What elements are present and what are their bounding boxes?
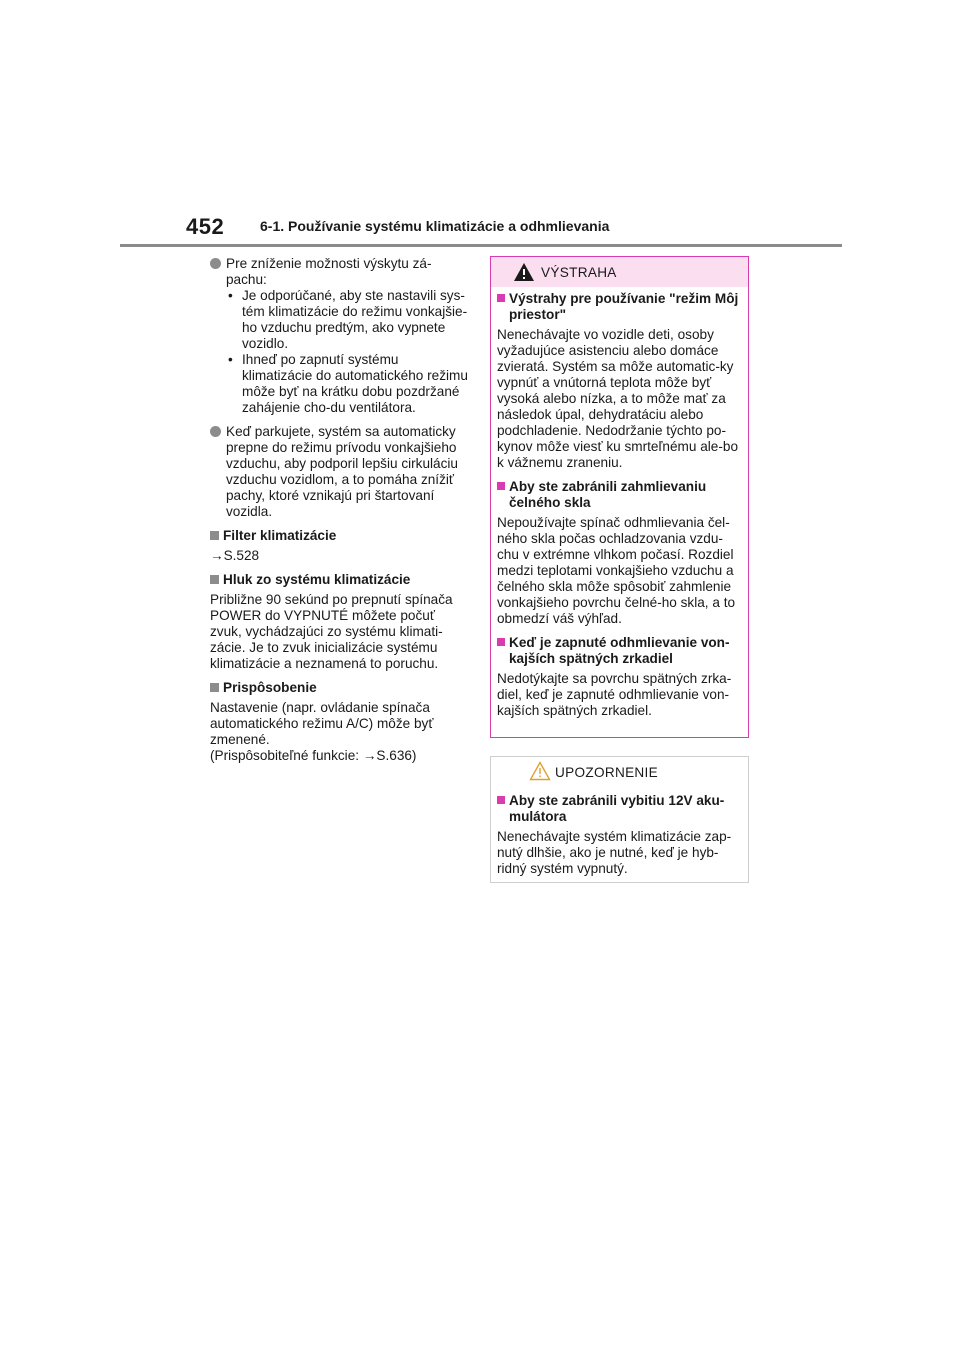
notice-body [491,787,748,877]
warning-box [490,256,749,738]
dot-bullet-icon: • [228,288,233,303]
tip-odor-item: • Je odporúčané, aby ste nastavili sys-tém klimatizácie do režimu vonkajšie-ho vzduchu predtým, ako vypnete vozidlo. [228,288,468,351]
square-bullet-icon [210,575,219,584]
square-bullet-icon [497,482,505,490]
square-bullet-icon [497,638,505,646]
tip-odor-item: • Ihneď po zapnutí systému klimatizácie do automatického režimu môže byť na krátku dobu pozdržané zahájenie cho-du ventilátora. [228,352,468,415]
square-bullet-icon [210,683,219,692]
warning-header [491,257,748,287]
square-bullet-icon [497,796,505,804]
left-column [210,256,470,764]
tip-odor-intro: Pre zníženie možnosti výskytu zá-pachu: [226,256,432,287]
customization-text: Nastavenie (napr. ovládanie spínača automatického režimu A/C) môže byť zmenené. [210,700,434,747]
noise-text: Približne 90 sekúnd po prepnutí spínača POWER do VYPNUTÉ môžete počuť zvuk, vychádzajúci zo systému klimati-zácie. Je to zvuk inicializácie systému klimatizácie a neznamená to poruchu. [210,592,453,671]
tip-odor [210,256,470,416]
circle-bullet-icon [210,426,221,437]
filter-page-ref[interactable]: →S.528 [210,548,260,563]
header-rule [120,244,842,247]
tip-parking: Keď parkujete, systém sa automaticky prepne do režimu prívodu vonkajšieho vzduchu, aby podporil lepšiu cirkuláciu vzduchu vozidlom, a to pomáha znížiť pachy, ktoré vznikajú pri štartovaní vozidla. [210,424,470,520]
warning-heading: Keď je zapnuté odhmlievanie von-kajších spätných zrkadiel [497,635,744,667]
warning-body [491,287,748,719]
square-bullet-icon [497,294,505,302]
heading-customization: Prispôsobenie [210,680,470,696]
square-bullet-icon [210,531,219,540]
warning-title: VÝSTRAHA [541,265,617,280]
page-header [0,0,960,250]
page-number: 452 [186,214,225,239]
section-title: 6-1. Používanie systému klimatizácie a odhmlievania [260,218,610,234]
customization-page-ref[interactable]: (Prispôsobiteľné funkcie: →S.636) [210,748,417,763]
heading-filter: Filter klimatizácie [210,528,470,544]
warning-heading: Aby ste zabránili zahmlievaniu čelného skla [497,479,744,511]
warning-text: Nedotýkajte sa povrchu spätných zrka-diel, keď je zapnuté odhmlievanie von-kajších spätných zrkadiel. [497,671,732,718]
heading-noise: Hluk zo systému klimatizácie [210,572,470,588]
warning-triangle-icon [513,262,535,282]
warning-heading: Výstrahy pre používanie "režim Môj priestor" [497,291,744,323]
notice-text: Nenechávajte systém klimatizácie zap-nutý dlhšie, ako je nutné, keď je hyb-ridný systém vypnutý. [497,829,732,876]
notice-header [491,757,748,787]
notice-title: UPOZORNENIE [555,765,658,780]
notice-box [490,756,749,883]
circle-bullet-icon [210,258,221,269]
warning-text: Nepoužívajte spínač odhmlievania čel-ného skla počas ochladzovania vzdu-chu v extrémne vlhkom počasí. Rozdiel medzi teplotami vonkajšieho vzduchu a čelného skla môže spôsobiť zahmlenie vonkajšieho povrchu čelné-ho skla, a to obmedzí váš výhľad. [497,515,736,626]
caution-triangle-icon [529,761,551,781]
notice-heading: Aby ste zabránili vybitiu 12V aku-mulátora [497,793,744,825]
dot-bullet-icon: • [228,352,233,367]
warning-text: Nenechávajte vo vozidle deti, osoby vyžadujúce asistenciu alebo domáce zvieratá. Systém sa môže automatic-ky vypnúť a vnútorná teplota môže byť vysoká alebo nízka, a to môže mať za následok úpal, dehydratáciu alebo podchladenie. Nedodržanie týchto po-kynov môže viesť ku smrteľnému ale-bo k vážnemu zraneniu. [497,327,739,470]
